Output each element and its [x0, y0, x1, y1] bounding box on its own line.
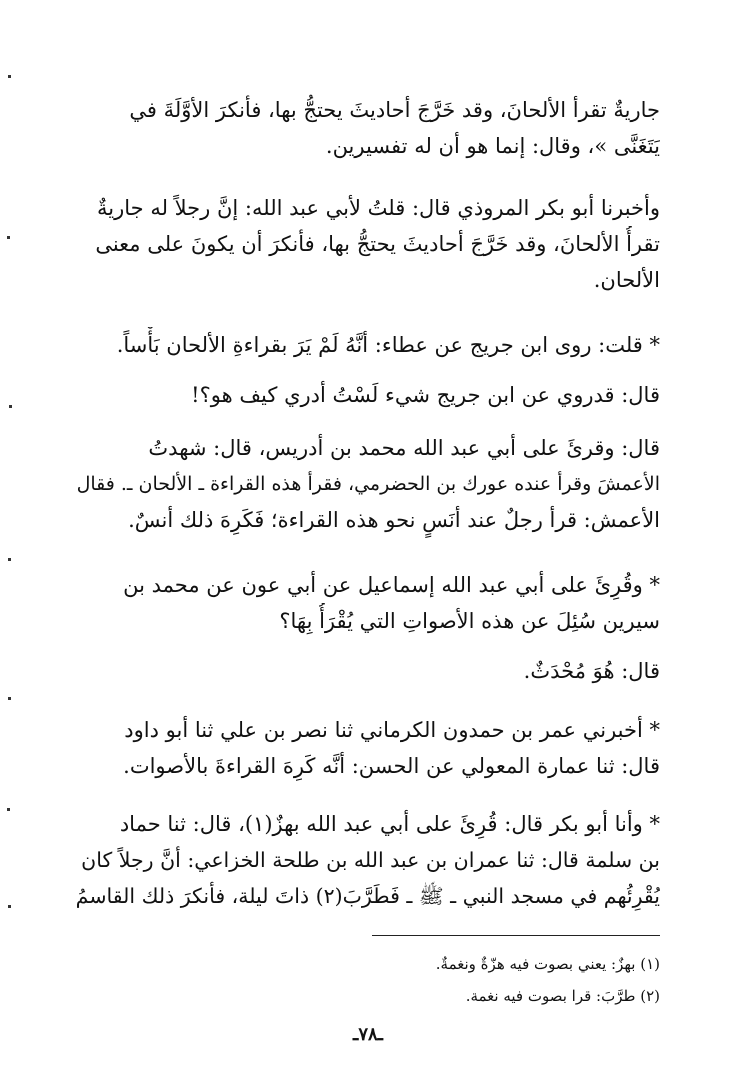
text-line: * قلت: روى ابن جريج عن عطاء: أنَّهُ لَمْ يَرَ بقراءةِ الألحان بَأْساً. [116, 333, 660, 357]
text-line: قال: هُوَ مُحْدَثٌ. [523, 659, 660, 683]
text-line: تقرأُ الألحانَ، وقد خَرَّجَ أحاديثَ يحتجُّ بها، فأنكرَ أن يكونَ على معنى [95, 232, 660, 256]
paragraph-4 [72, 377, 660, 413]
scan-speck [8, 697, 11, 700]
footnote-1: (١) بهزٌ: يعني بصوت فيه هزّةٌ ونغمةٌ. [435, 955, 660, 973]
text-line: * وقُرِئَ على أبي عبد الله إسماعيل عن أبي عون عن محمد بن [123, 573, 660, 597]
text-line: سيرين سُئِلَ عن هذه الأصواتِ التي يُقْرَأُ بِهَا؟ [279, 609, 660, 633]
paragraph-3 [72, 327, 660, 363]
text-line: بن سلمة قال: ثنا عمران بن عبد الله بن طلحة الخزاعي: أنَّ رجلاً كان [81, 848, 660, 872]
text-line: جاريةٌ تقرأ الألحانَ، وقد خَرَّجَ أحاديثَ يحتجُّ بها، فأنكرَ الأوَّلَةَ في [129, 98, 660, 122]
text-line: قال: وقرئَ على أبي عبد الله محمد بن أدريس، قال: شهدتُ [148, 436, 660, 460]
paragraph-5 [72, 430, 660, 538]
text-line: قال: ثنا عمارة المعولي عن الحسن: أنَّه كَرِهَ القراءةَ بالأصوات. [123, 754, 660, 778]
paragraph-8 [72, 712, 660, 784]
text-line: وأخبرنا أبو بكر المروذي قال: قلتُ لأبي عبد الله: إنَّ رجلاً له جاريةٌ [97, 196, 660, 220]
text-line: الألحان. [593, 268, 660, 292]
paragraph-7 [72, 653, 660, 689]
paragraph-6 [72, 567, 660, 639]
footnote-separator [372, 935, 660, 936]
paragraph-2 [72, 190, 660, 298]
footnote-2: (٢) طرَّبَ: قرا بصوت فيه نغمة. [465, 987, 660, 1005]
scan-speck [9, 405, 12, 408]
paragraph-1 [72, 92, 660, 164]
text-line: * وأنا أبو بكر قال: قُرِئَ على أبي عبد الله بهزٌ(١)، قال: ثنا حماد [119, 812, 660, 836]
scan-speck [8, 558, 11, 561]
scan-speck [7, 808, 10, 811]
text-line: قال: قدروي عن ابن جريج شيء لَسْتُ أدري كيف هو؟! [191, 383, 660, 407]
scan-speck [7, 236, 10, 239]
page-number: ـ٧٨ـ [353, 1024, 383, 1045]
scan-speck [8, 75, 11, 78]
text-line: يَتَغَنَّى »، وقال: إنما هو أن له تفسيرين. [325, 134, 660, 158]
text-line: * أخبرني عمر بن حمدون الكرماني ثنا نصر بن علي ثنا أبو داود [124, 718, 660, 742]
footnotes [250, 948, 660, 1012]
paragraph-9 [72, 806, 660, 914]
text-line: الأعمش: قرأ رجلٌ عند أنَسٍ نحو هذه القراءة؛ فَكَرِهَ ذلك أنسٌ. [128, 508, 660, 532]
text-line: الأعمشَ وقرأ عنده عورك بن الحضرمي، فقرأ هذه القراءة ـ الألحان ـ. فقال [76, 473, 660, 495]
text-line: يُقْرِئُهم في مسجد النبي ـ ﷺ ـ فَطَرَّبَ(٢) ذاتَ ليلة، فأنكرَ ذلك القاسمُ [75, 884, 660, 908]
scan-speck [8, 905, 11, 908]
